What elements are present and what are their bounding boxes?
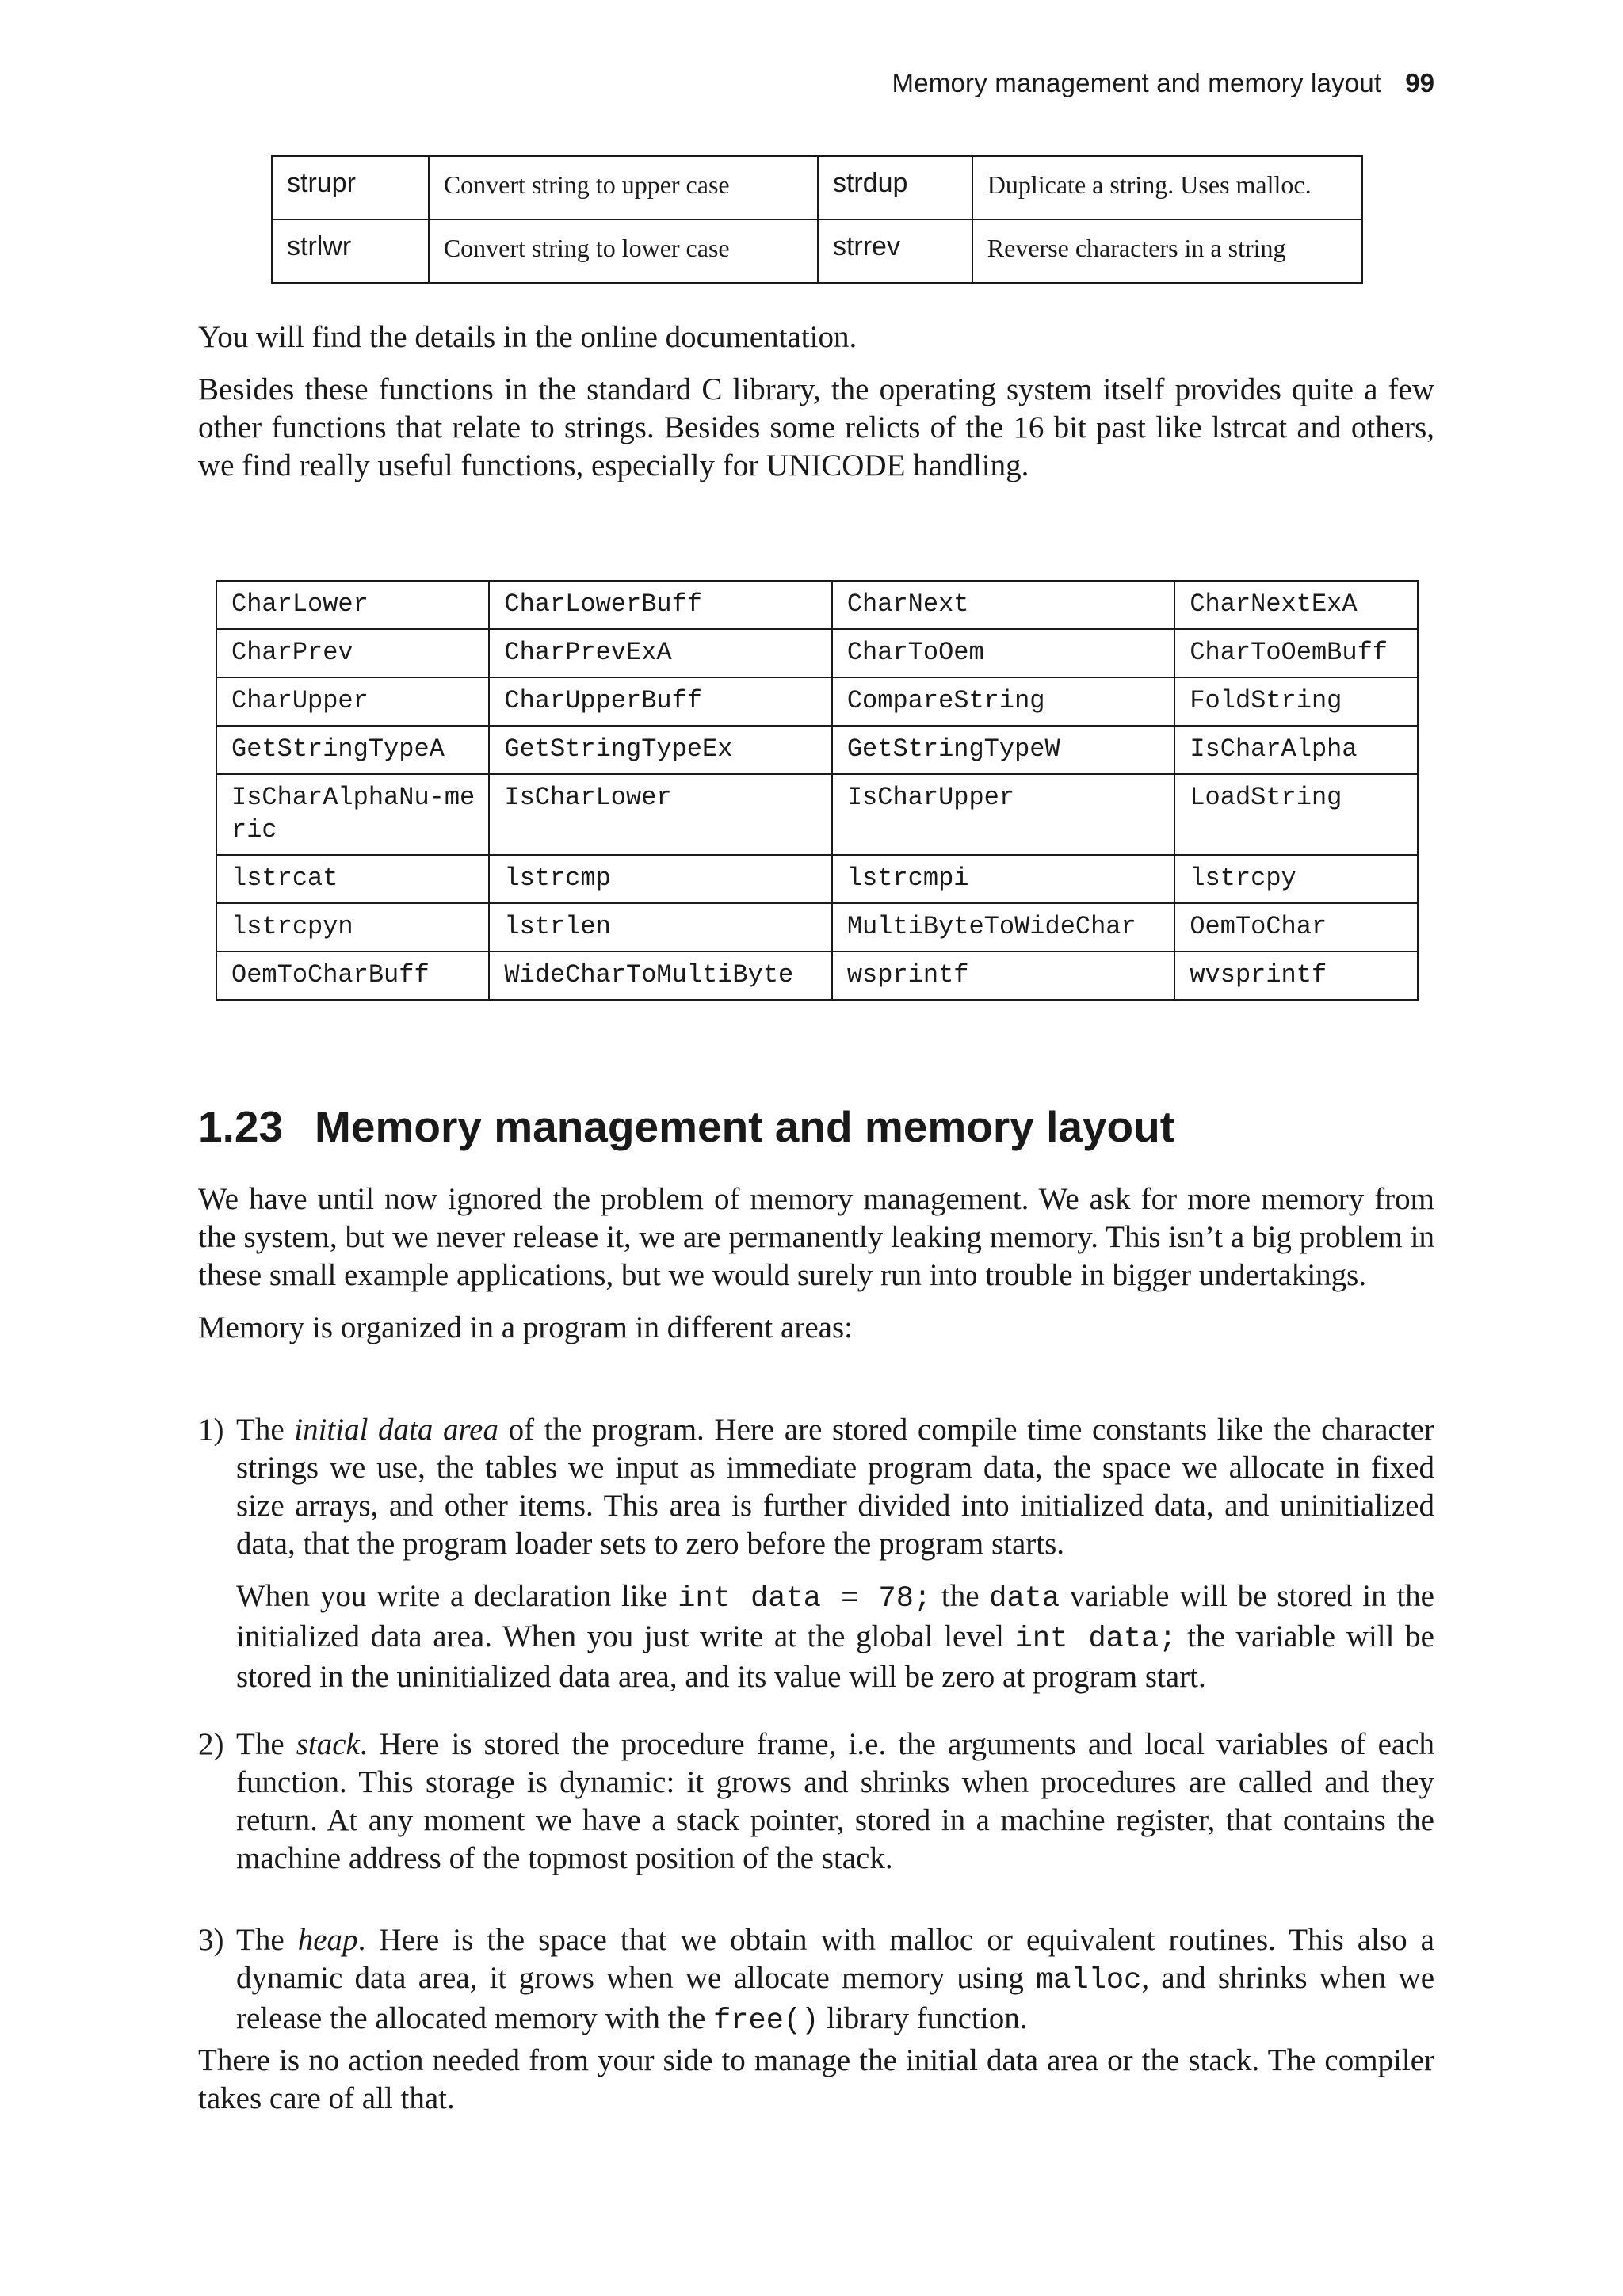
table-cell: GetStringTypeW [832,726,1174,774]
table-cell: OemToChar [1174,903,1418,952]
table-cell: strupr [272,156,429,219]
table-cell: CharUpperBuff [489,677,831,726]
section-body [198,1180,1434,1347]
table-cell: IsCharAlpha [1174,726,1418,774]
table-cell: Duplicate a string. Uses malloc. [972,156,1362,219]
table-cell: LoadString [1174,774,1418,855]
intro-paragraph: You will find the details in the online documentation. [198,320,857,354]
table-row [272,219,1362,283]
list-item [198,1411,1434,1696]
table-row [216,629,1418,677]
table-cell: wvsprintf [1174,952,1418,1000]
list-item-text: The heap. Here is the space that we obtain with malloc or equivalent routines. This also a dynamic data area, it grows when we allocate memory using malloc, and shrinks when we release the allocated memory with the free() library function. [236,1923,1435,2038]
table-cell: MultiByteToWideChar [832,903,1174,952]
inline-code: data [989,1582,1060,1615]
body-paragraph: There is no action needed from your side to manage the initial data area or the stack. The compiler takes care of all that. [198,2043,1434,2115]
list-marker: 3) [198,1923,224,1957]
table-row [216,581,1418,629]
table-cell: Convert string to upper case [429,156,818,219]
list-item-text: The stack. Here is stored the procedure frame, i.e. the arguments and local variables of each function. This storage is dynamic: it grows and shrinks when procedures are called and they return. At any moment we have a stack pointer, stored in a machine register, that contains the machine address of the topmost position of the stack. [236,1727,1435,1875]
table-cell: lstrcpyn [216,903,489,952]
table-cell: Reverse characters in a string [972,219,1362,283]
section-heading [198,1101,1174,1152]
table-cell: wsprintf [832,952,1174,1000]
table-cell: CharNext [832,581,1174,629]
string-functions-table [271,155,1363,284]
table-cell: CharPrevExA [489,629,831,677]
table-cell: CharPrev [216,629,489,677]
list-marker: 2) [198,1727,224,1761]
table-cell: IsCharLower [489,774,831,855]
emphasis: stack [296,1727,360,1761]
list-item [198,1921,1434,2040]
closing-text [198,2042,1434,2118]
table-row [216,855,1418,903]
table-cell: FoldString [1174,677,1418,726]
table-cell: lstrcpy [1174,855,1418,903]
table-cell: CharToOem [832,629,1174,677]
unicode-functions-table [216,580,1419,1001]
table-cell: CharLower [216,581,489,629]
inline-code: malloc [1036,1964,1142,1997]
table-cell: OemToCharBuff [216,952,489,1000]
table-cell: GetStringTypeEx [489,726,831,774]
table-cell: lstrcmpi [832,855,1174,903]
table-cell: WideCharToMultiByte [489,952,831,1000]
inline-code: free() [713,2004,819,2038]
list-marker: 1) [198,1413,224,1447]
table-cell: strlwr [272,219,429,283]
table-cell: lstrcmp [489,855,831,903]
table-cell: strrev [818,219,972,283]
table-cell: CharNextExA [1174,581,1418,629]
table-cell: CharToOemBuff [1174,629,1418,677]
table-cell: CharUpper [216,677,489,726]
table-cell: CharLowerBuff [489,581,831,629]
list-item [198,1726,1434,1878]
running-header [0,68,1434,98]
table-row [272,156,1362,219]
intro-text [198,318,1434,485]
table-cell: lstrlen [489,903,831,952]
table-cell: Convert string to lower case [429,219,818,283]
table-row [216,677,1418,726]
table-cell: IsCharAlphaNu-meric [216,774,489,855]
emphasis: heap [297,1923,358,1957]
intro-paragraph: Besides these functions in the standard C library, the operating system itself provides quite a few other functions that relate to strings. Besides some relicts of the 16 bit past like lstrcat and others, we find really useful functions, especially for UNICODE handling. [198,372,1434,482]
table-cell: GetStringTypeA [216,726,489,774]
page-number: 99 [1405,68,1434,97]
list-item-text: When you write a declaration like int data = 78; the data variable will be stored in the initialized data area. When you just write at the global level int data; the variable will be stored in the uninitialized data area, and its value will be zero at program start. [236,1579,1434,1694]
table-row [216,774,1418,855]
body-paragraph: Memory is organized in a program in different areas: [198,1310,853,1344]
section-title: Memory management and memory layout [315,1102,1175,1151]
table-cell: CompareString [832,677,1174,726]
section-number: 1.23 [198,1102,284,1151]
body-paragraph: We have until now ignored the problem of memory management. We ask for more memory from the system, but we never release it, we are permanently leaking memory. This isn’t a big problem in these small example applications, but we would surely run into trouble in bigger undertakings. [198,1182,1434,1292]
emphasis: initial data area [294,1413,498,1447]
table-row [216,952,1418,1000]
inline-code: int data; [1014,1623,1177,1656]
inline-code: int data = 78; [678,1582,932,1615]
table-cell: lstrcat [216,855,489,903]
table-cell: strdup [818,156,972,219]
list-item-text: The initial data area of the program. Here are stored compile time constants like the character strings we use, the tables we input as immediate program data, the space we allocate in fixed size arrays, and other items. This area is further divided into initialized data, and uninitialized data, that the program loader sets to zero before the program starts. [236,1413,1434,1561]
running-header-title: Memory management and memory layout [892,68,1382,97]
table-cell: IsCharUpper [832,774,1174,855]
table-row [216,726,1418,774]
table-row [216,903,1418,952]
